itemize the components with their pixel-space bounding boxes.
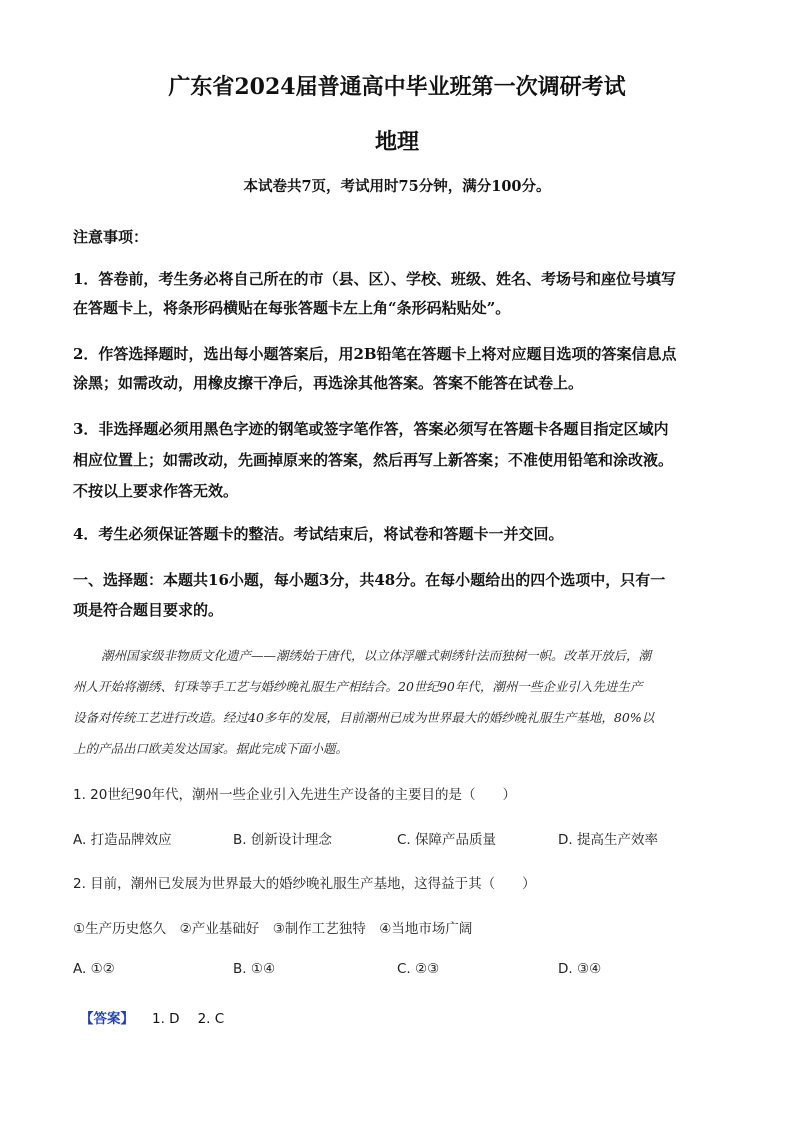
exam-title: 广东省2024届普通高中毕业班第一次调研考试 [168, 74, 626, 100]
passage-line-4: 上的产品出口欧美发达国家。据此完成下面小题。 [73, 741, 349, 756]
question-1-option-a: A. 打造品牌效应 [73, 832, 172, 848]
question-2-option-a: A. ①② [73, 961, 115, 977]
exam-info: 本试卷共7页，考试用时75分钟，满分100分。 [243, 178, 551, 195]
note-3-line-2: 相应位置上；如需改动，先画掉原来的答案，然后再写上新答案；不准使用铅笔和涂改液。 [73, 451, 674, 469]
answer-2: 2. C [197, 1011, 225, 1027]
answer-line [80, 1007, 224, 1027]
question-2-option-b: B. ①④ [233, 961, 276, 977]
question-2-statements: ①生产历史悠久 ②产业基础好 ③制作工艺独特 ④当地市场广阔 [73, 921, 473, 937]
question-1-option-c: C. 保障产品质量 [397, 832, 497, 848]
question-1-option-d: D. 提高生产效率 [558, 832, 658, 848]
subject-title: 地理 [374, 129, 419, 155]
answer-tag: 【答案】 [80, 1011, 134, 1027]
note-2-line-1: 2．作答选择题时，选出每小题答案后，用2B铅笔在答题卡上将对应题目选项的答案信息点 [73, 345, 677, 363]
answer-1: 1. D [152, 1011, 180, 1027]
passage-line-2: 州人开始将潮绣、钉珠等手工艺与婚纱晚礼服生产相结合。20世纪90年代，潮州一些企业引入先进生产 [73, 679, 643, 694]
section-heading-line-1: 一、选择题：本题共16小题，每小题3分，共48分。在每小题给出的四个选项中，只有一 [73, 571, 666, 589]
note-2-line-2: 涂黑；如需改动，用橡皮擦干净后，再选涂其他答案。答案不能答在试卷上。 [73, 374, 584, 392]
note-1-line-1: 1．答卷前，考生务必将自己所在的市（县、区）、学校、班级、姓名、考场号和座位号填写 [73, 270, 676, 288]
question-2-stem: 2. 目前，潮州已发展为世界最大的婚纱晚礼服生产基地，这得益于其（ ） [73, 876, 536, 892]
question-2-option-c: C. ②③ [397, 961, 440, 977]
question-1-option-b: B. 创新设计理念 [233, 832, 332, 848]
passage-line-3: 设备对传统工艺进行改造。经过40多年的发展，目前潮州已成为世界最大的婚纱晚礼服生产基地，80%以 [73, 710, 655, 725]
note-3-line-1: 3．非选择题必须用黑色字迹的钢笔或签字笔作答，答案必须写在答题卡各题目指定区域内 [73, 420, 669, 438]
passage-line-1: 潮州国家级非物质文化遗产——潮绣始于唐代，以立体浮雕式刺绣针法而独树一帜。改革开放后，潮 [101, 648, 652, 663]
question-2-option-d: D. ③④ [558, 961, 602, 977]
note-1-line-2: 在答题卡上，将条形码横贴在每张答题卡左上角“条形码粘贴处”。 [73, 299, 511, 317]
question-1-stem: 1. 20世纪90年代，潮州一些企业引入先进生产设备的主要目的是（ ） [73, 787, 517, 803]
section-heading-line-2: 项是符合题目要求的。 [73, 601, 224, 619]
notes-heading: 注意事项： [73, 228, 149, 246]
note-3-line-3: 不按以上要求作答无效。 [73, 482, 239, 500]
note-4-line-1: 4．考生必须保证答题卡的整洁。考试结束后，将试卷和答题卡一并交回。 [73, 525, 564, 543]
